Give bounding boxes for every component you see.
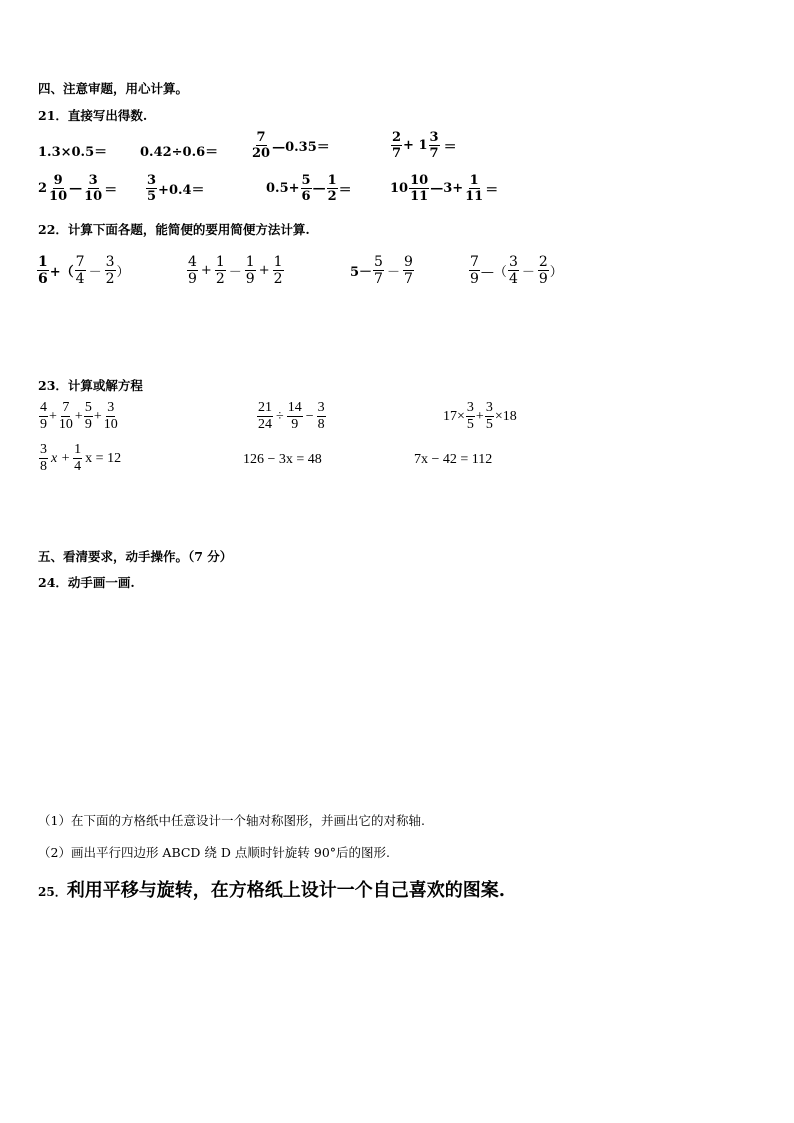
q21-row2-d: 10 $\frac{10}{11}$ —3+ $\frac{1}{11}$ ＝ [390, 173, 499, 204]
q21-row1-b: 0.42÷0.6＝ [140, 145, 219, 160]
q23-expr-3: 17× $\frac{3}{5}$ + $\frac{3}{5}$ ×18 [443, 400, 517, 432]
q23-expr-5: 126 − 3x = 48 [243, 452, 322, 467]
q24-part-2: （2）画出平行四边形 ABCD 绕 D 点顺时针旋转 90°后的图形. [38, 845, 391, 860]
fraction: $\frac{7}{20}$ [252, 130, 271, 161]
q25-number: 25． [38, 885, 67, 899]
q22-title: 22．计算下面各题，能简便的要用简便方法计算. [38, 222, 310, 237]
q25-text: 利用平移与旋转，在方格纸上设计一个自己喜欢的图案. [66, 880, 505, 901]
q23-expr-1: $\frac{4}{9}$ + $\frac{7}{10}$ + $\frac{5}{9}$ + $\frac{3}{10}$ [40, 400, 118, 432]
q22-expr-2: $\frac{4}{9}$ + $\frac{1}{2}$ － $\frac{1}{9}$ + $\frac{1}{2}$ [188, 254, 283, 287]
section-title-4: 四、注意审题，用心计算。 [38, 81, 189, 96]
q21-row2-a: 2 $\frac{9}{10}$ — $\frac{3}{10}$ ＝ [38, 173, 118, 204]
q23-expr-4: $\frac{3}{8}$ x + $\frac{1}{4}$ x = 12 [40, 442, 122, 474]
q22-expr-4: $\frac{7}{9}$ —（ $\frac{3}{4}$ － $\frac{2}{9}$ ） [470, 254, 563, 287]
section-title-5: 五、看清要求，动手操作。（7 分） [38, 549, 233, 564]
q25-line [38, 876, 505, 902]
q21-row1-a: 1.3×0.5＝ [38, 145, 108, 160]
q24-title: 24．动手画一画. [38, 575, 135, 590]
q23-expr-2: $\frac{21}{24}$ ÷ $\frac{14}{9}$ − $\frac{3}{8}$ [258, 400, 325, 432]
q21-title: 21．直接写出得数. [38, 108, 148, 123]
q23-title: 23．计算或解方程 [38, 378, 143, 393]
q21-row2-c: 0.5+ $\frac{5}{6}$ — $\frac{1}{2}$ ＝ [266, 173, 352, 204]
q24-part-1: （1）在下面的方格纸中任意设计一个轴对称图形，并画出它的对称轴. [38, 813, 425, 828]
q23-expr-6: 7x − 42 = 112 [414, 452, 493, 467]
q21-row1-d: $\frac{2}{7}$ + 1 $\frac{3}{7}$ ＝ [392, 130, 457, 161]
q22-expr-3: 5－ $\frac{5}{7}$ － $\frac{9}{7}$ [350, 254, 413, 287]
q22-expr-1: $\frac{1}{6}$ +（ $\frac{7}{4}$ － $\frac{3}{2}$ ） [38, 254, 130, 287]
q21-row1-c: $\frac{7}{20}$ —0.35＝ [252, 130, 330, 161]
q21-row2-b: $\frac{3}{5}$ +0.4＝ [147, 173, 205, 204]
